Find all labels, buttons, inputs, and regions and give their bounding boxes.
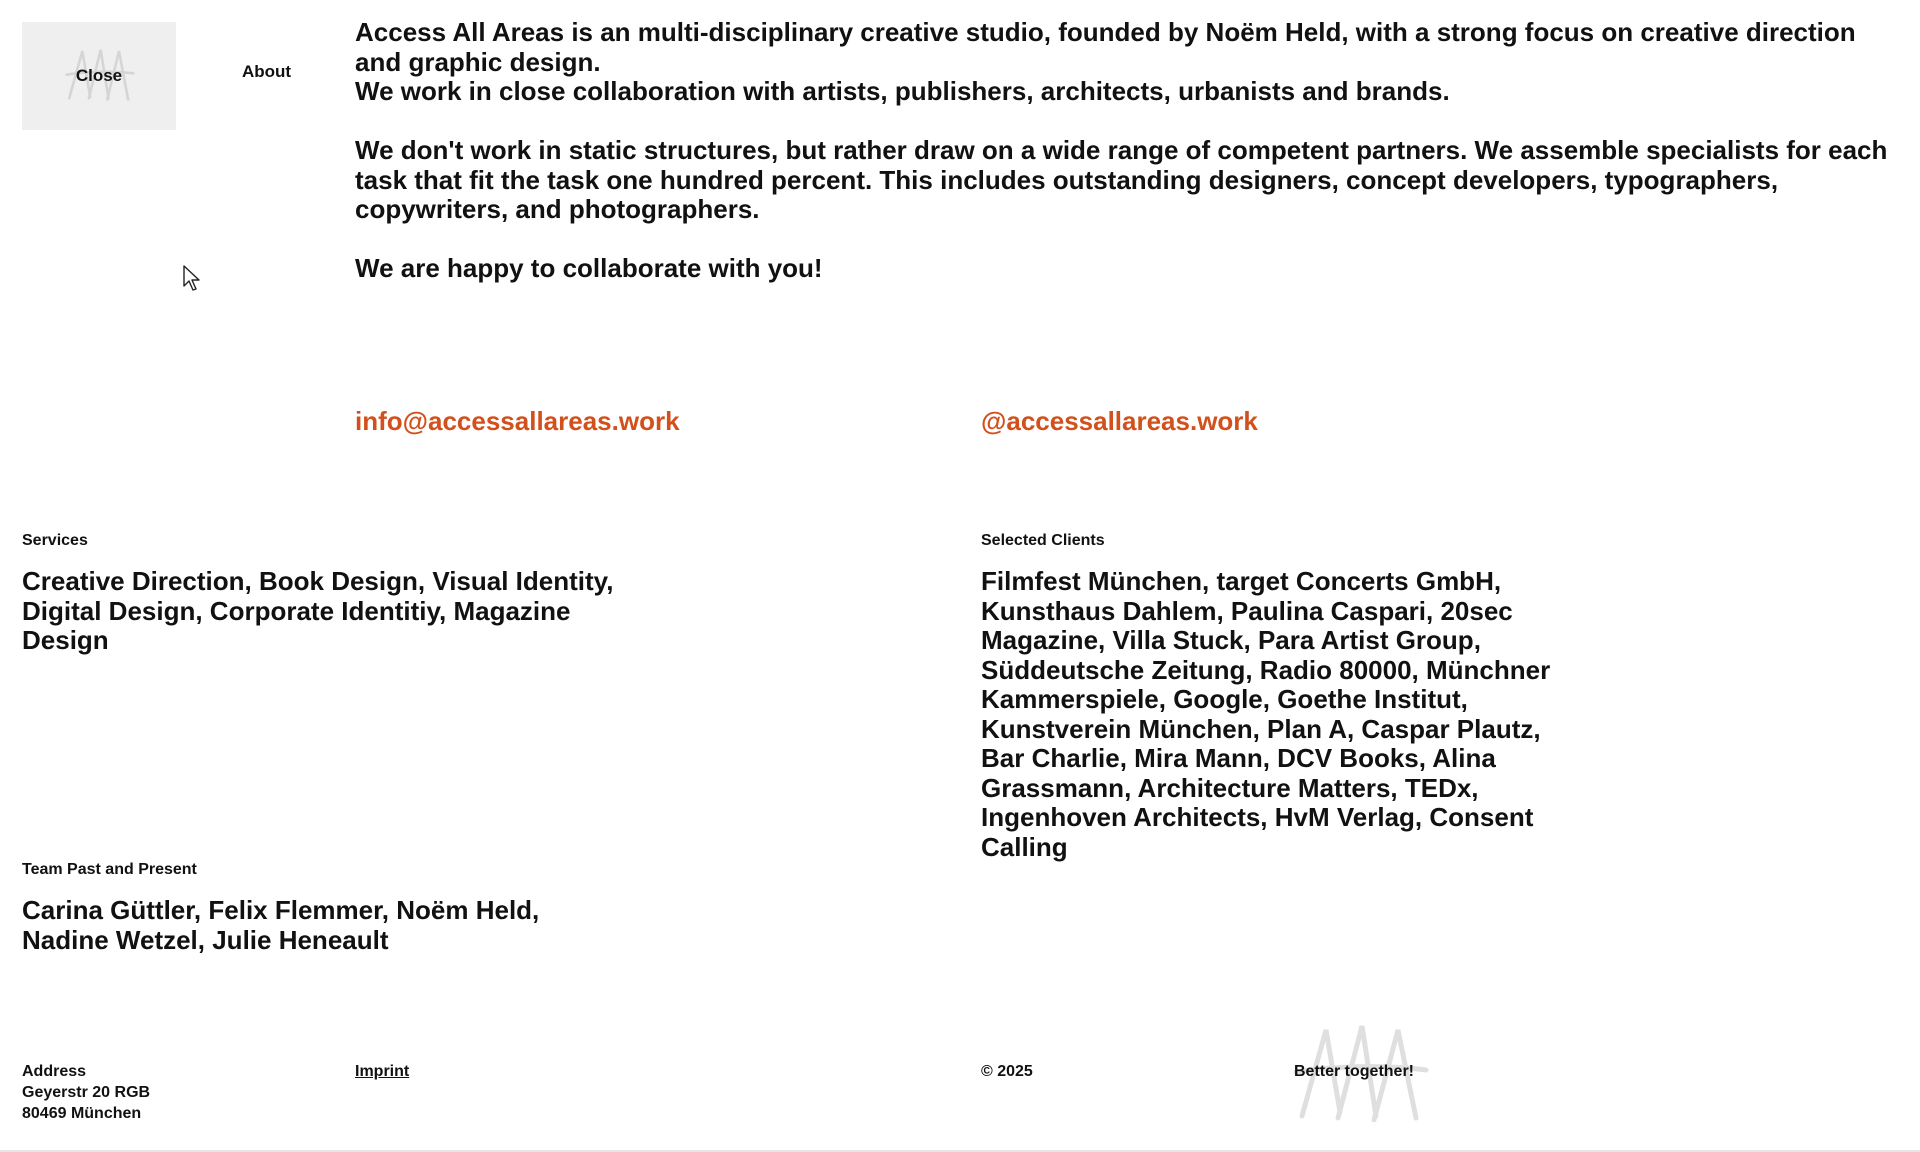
mouse-pointer-icon [182, 264, 202, 292]
services-list: Creative Direction, Book Design, Visual Identity, Digital Design, Corporate Identitiy, Magazine Design [22, 566, 614, 655]
intro-text [355, 18, 1900, 313]
intro-paragraph-3: We are happy to collaborate with you! [355, 253, 823, 283]
intro-line-2: We work in close collaboration with artists, publishers, architects, urbanists and brands. [355, 76, 1450, 106]
intro-line-1: Access All Areas is an multi-disciplinary creative studio, founded by Noëm Held, with a strong focus on creative direction and graphic design. [355, 17, 1856, 77]
clients-heading: Selected Clients [981, 532, 1105, 549]
close-label: Close [75, 66, 123, 85]
copyright-text: © 2025 [981, 1063, 1033, 1080]
close-button[interactable] [22, 22, 176, 130]
address-line-1: Geyerstr 20 RGB [22, 1084, 151, 1101]
team-list: Carina Güttler, Felix Flemmer, Noëm Held, Nadine Wetzel, Julie Heneault [22, 895, 540, 955]
address-line-2: 80469 München [22, 1105, 142, 1122]
intro-paragraph-2: We don't work in static structures, but rather draw on a wide range of competent partners. We assemble specialists for each task that fit the task one hundred percent. This includes outstanding designers, concept developers, typographers, copywriters, and photographers. [355, 135, 1888, 224]
intro-paragraph-1 [355, 18, 1900, 107]
about-link[interactable]: About [242, 62, 292, 81]
social-handle-link[interactable]: @accessallareas.work [981, 406, 1258, 436]
address-heading: Address [22, 1063, 87, 1080]
clients-list: Filmfest München, target Concerts GmbH, Kunsthaus Dahlem, Paulina Caspari, 20sec Magazine, Villa Stuck, Para Artist Group, Süddeutsche Zeitung, Radio 80000, Münchner Kammerspiele, Google, Goethe Institut, Kunstverein München, Plan A, Caspar Plautz, Bar Charlie, Mira Mann, DCV Books, Alina Grassmann, Architecture Matters, TEDx, Ingenhoven Architects, HvM Verlag, Consent Calling [981, 566, 1551, 862]
email-link[interactable]: info@accessallareas.work [355, 406, 680, 436]
team-heading: Team Past and Present [22, 861, 197, 878]
imprint-link[interactable]: Imprint [355, 1063, 410, 1080]
services-heading: Services [22, 532, 88, 549]
tagline-text: Better together! [1294, 1063, 1415, 1080]
address-block [22, 1061, 150, 1124]
